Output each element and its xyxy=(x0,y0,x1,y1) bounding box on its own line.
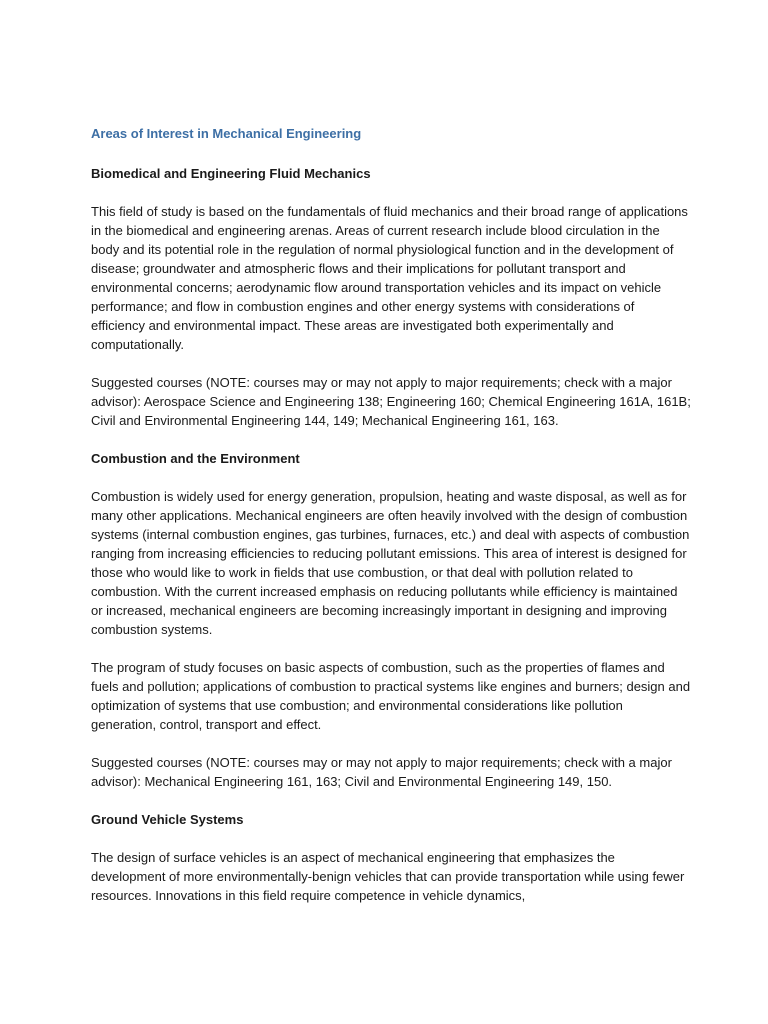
paragraph: Suggested courses (NOTE: courses may or may not apply to major requirements; check with a major advisor): Aerospace Science and Engineering 138; Engineering 160; Chemical Engineering 161A, 161B; Civil and Environmental Engineering 144, 149; Mechanical Engineering 161, 163. xyxy=(91,375,691,428)
section-heading: Biomedical and Engineering Fluid Mechanics xyxy=(91,166,371,181)
paragraph: This field of study is based on the fundamentals of fluid mechanics and their broad range of applications in the biomedical and engineering arenas. Areas of current research include blood circulation in the body and its potential role in the regulation of normal physiological function and in the development of disease; groundwater and atmospheric flows and their implications for pollutant transport and environmental concerns; aerodynamic flow around transportation vehicles and its impact on vehicle performance; and flow in combustion engines and other energy systems with considerations of efficiency and environmental impact. These areas are investigated both experimentally and computationally. xyxy=(91,204,688,352)
document-title: Areas of Interest in Mechanical Engineering xyxy=(91,126,362,141)
paragraph: Suggested courses (NOTE: courses may or may not apply to major requirements; check with a major advisor): Mechanical Engineering 161, 163; Civil and Environmental Engineering 149, 150. xyxy=(91,755,672,789)
section-fluid-mechanics xyxy=(91,164,691,430)
section-heading: Ground Vehicle Systems xyxy=(91,812,244,827)
document-page xyxy=(91,124,691,924)
section-ground-vehicle xyxy=(91,810,691,905)
paragraph: The program of study focuses on basic aspects of combustion, such as the properties of flames and fuels and pollution; applications of combustion to practical systems like engines and burners; design and optimization of systems that use combustion; and environmental considerations like pollution generation, control, transport and effect. xyxy=(91,660,691,732)
paragraph: Combustion is widely used for energy generation, propulsion, heating and waste disposal, as well as for many other applications. Mechanical engineers are often heavily involved with the design of combustion systems (internal combustion engines, gas turbines, furnaces, etc.) and deal with aspects of combustion ranging from increasing efficiencies to reducing pollutant emissions. This area of interest is designed for those who would like to work in fields that use combustion, or that deal with pollution related to combustion. With the current increased emphasis on reducing pollutants while efficiency is maintained or increased, mechanical engineers are becoming increasingly important in designing and improving combustion systems. xyxy=(91,489,690,637)
section-heading: Combustion and the Environment xyxy=(91,451,300,466)
section-combustion xyxy=(91,449,691,791)
paragraph: The design of surface vehicles is an aspect of mechanical engineering that emphasizes the development of more environmentally-benign vehicles that can provide transportation while using fewer resources. Innovations in this field require competence in vehicle dynamics, xyxy=(91,850,685,903)
